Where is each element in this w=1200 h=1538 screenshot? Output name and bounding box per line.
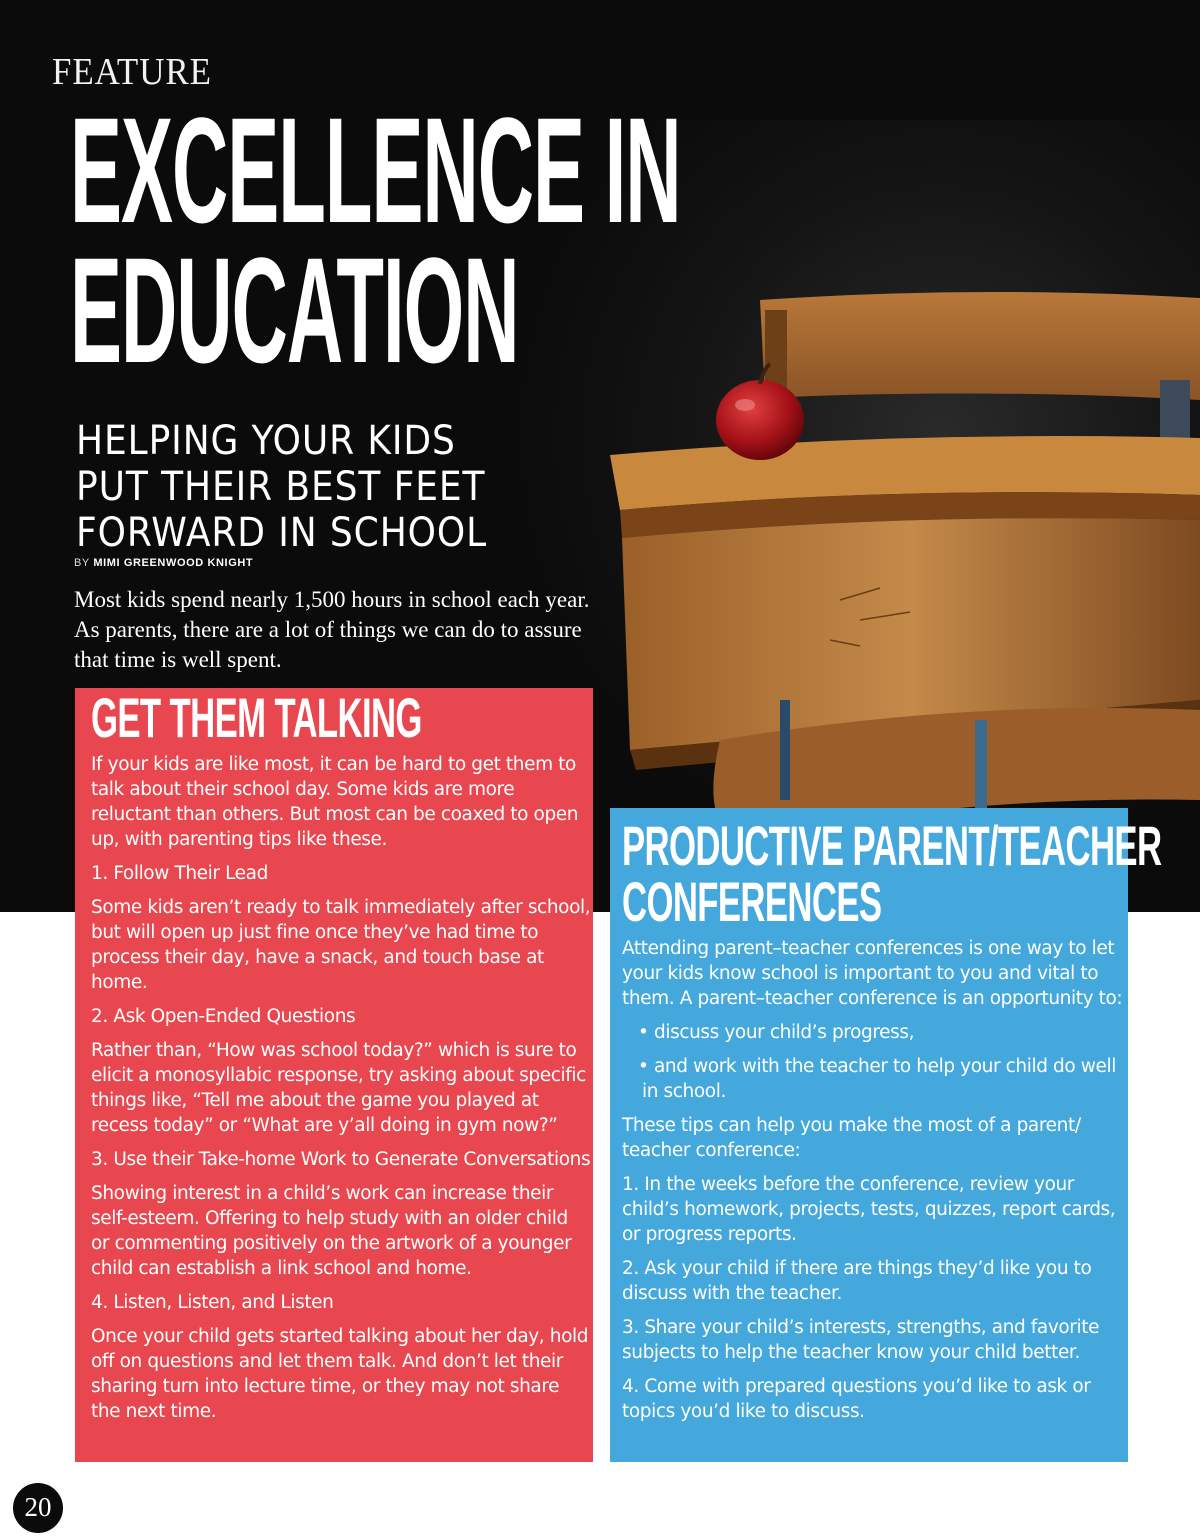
tip-text: Some kids aren’t ready to talk immediately after school, but will open up just fine once they’ve had time to process their day, have a snack, and touch base at home.	[91, 897, 591, 993]
tip-text: Once your child gets started talking about her day, hold off on questions and let them talk. And don’t let their sharing turn into lecture time, or they may not share the next time.	[91, 1326, 589, 1422]
tip-title: 2. Ask Open-Ended Questions	[91, 1006, 356, 1027]
conferences-intro: Attending parent–teacher conferences is one way to let your kids know school is important to you and vital to them. A parent–teacher conference is an opportunity to:	[622, 938, 1123, 1009]
page-number: 20	[13, 1483, 63, 1533]
conferences-heading-line-1: PRODUCTIVE PARENT/TEACHER	[622, 814, 1162, 877]
conferences-box	[610, 808, 1162, 1462]
conference-tip: 1. In the weeks before the conference, review your child’s homework, projects, tests, quizzes, report cards, or progress reports.	[622, 1174, 1116, 1245]
conference-tip: 3. Share your child’s interests, strengths, and favorite subjects to help the teacher know your child better.	[622, 1317, 1100, 1363]
conferences-body	[622, 936, 1124, 1433]
byline-author: MIMI GREENWOOD KNIGHT	[93, 557, 254, 569]
tip-title: 3. Use their Take-home Work to Generate Conversations	[91, 1149, 591, 1170]
section-label: FEATURE	[52, 51, 212, 93]
byline	[74, 557, 253, 569]
byline-prefix: BY	[74, 557, 90, 569]
tip-text: Rather than, “How was school today?” which is sure to elicit a monosyllabic response, try asking about specific things like, “Tell me about the game you played at recess today” or “What are y’all doing in gym now?”	[91, 1040, 586, 1136]
subtitle-line-3: FORWARD IN SCHOOL	[76, 510, 488, 556]
title-line-1: EXCELLENCE IN	[70, 86, 681, 254]
tip-title: 1. Follow Their Lead	[91, 863, 268, 884]
conference-tip: 2. Ask your child if there are things they’d like you to discuss with the teacher.	[622, 1258, 1092, 1304]
conference-bullet: • discuss your child’s progress,	[638, 1022, 915, 1043]
subtitle-line-2: PUT THEIR BEST FEET	[76, 464, 486, 510]
page-title	[70, 86, 681, 394]
get-them-talking-box	[75, 688, 593, 1462]
title-line-2: EDUCATION	[70, 226, 519, 394]
subtitle-line-1: HELPING YOUR KIDS	[76, 418, 456, 464]
conferences-heading-line-2: CONFERENCES	[622, 870, 882, 933]
talking-intro: If your kids are like most, it can be hard to get them to talk about their school day. Some kids are more reluctant than others. But most can be coaxed to open up, with parenting tips like these.	[91, 754, 579, 850]
conference-bullet: • and work with the teacher to help your child do well in school.	[638, 1056, 1116, 1102]
subtitle	[76, 418, 487, 556]
tip-text: Showing interest in a child’s work can increase their self-esteem. Offering to help study with an older child or commenting positively on the artwork of a younger child can establish a link school and home.	[91, 1183, 572, 1279]
conferences-heading	[622, 814, 1162, 933]
conference-tip: 4. Come with prepared questions you’d like to ask or topics you’d like to discuss.	[622, 1376, 1091, 1422]
talking-body	[91, 752, 591, 1433]
tip-title: 4. Listen, Listen, and Listen	[91, 1292, 334, 1313]
talking-heading: GET THEM TALKING	[91, 686, 422, 749]
conferences-tips-intro: These tips can help you make the most of a parent/ teacher conference:	[622, 1115, 1081, 1161]
intro-paragraph: Most kids spend nearly 1,500 hours in school each year. As parents, there are a lot of things we can do to assure that time is well spent.	[74, 587, 590, 672]
